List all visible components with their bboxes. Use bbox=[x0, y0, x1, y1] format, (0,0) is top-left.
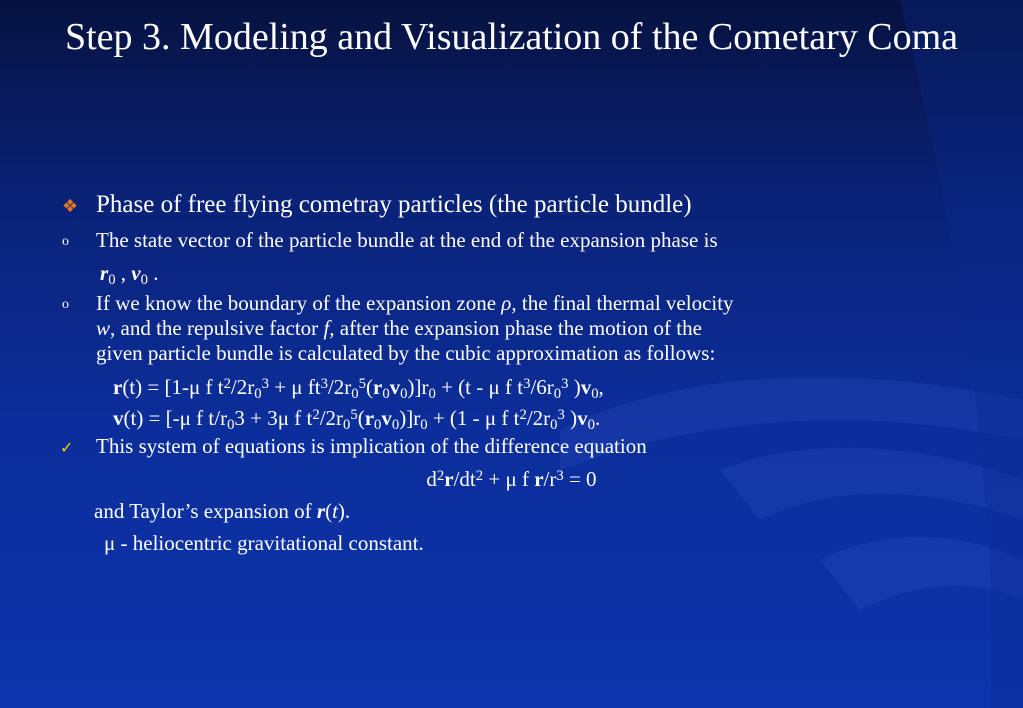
eq-part: )]r bbox=[407, 375, 429, 399]
subscript: 0 bbox=[420, 417, 428, 434]
eq-part: )]r bbox=[399, 406, 421, 430]
text: and Taylor’s expansion of bbox=[94, 499, 317, 523]
diamond-bullet-icon: ❖ bbox=[62, 196, 79, 216]
bold-v: v bbox=[577, 406, 588, 430]
superscript: 3 bbox=[561, 375, 569, 392]
eq-part: d bbox=[426, 467, 437, 491]
subscript: 0 bbox=[550, 417, 558, 434]
bold-r: r bbox=[372, 375, 383, 399]
symbol-f: f bbox=[323, 316, 330, 340]
symbol-r: r bbox=[100, 261, 109, 285]
eq-part: /2r bbox=[327, 375, 352, 399]
subscript: 0 bbox=[591, 386, 599, 403]
subscript: 0 bbox=[382, 386, 390, 403]
eq-part: /2r bbox=[526, 406, 551, 430]
subscript: 0 bbox=[343, 417, 351, 434]
symbol-v: v bbox=[131, 261, 141, 285]
subscript: 0 bbox=[108, 272, 116, 289]
period: . bbox=[147, 261, 159, 285]
bullet-state-vector: The state vector of the particle bundle at the end of the expansion phase is bbox=[96, 228, 718, 252]
eq-part: ) bbox=[564, 406, 578, 430]
separator: , bbox=[115, 261, 132, 285]
subscript: 0 bbox=[227, 417, 235, 434]
mu-definition: μ - heliocentric gravitational constant. bbox=[104, 531, 424, 555]
superscript: 3 bbox=[556, 467, 564, 484]
slide-title: Step 3. Modeling and Visualization of the Cometary Coma bbox=[64, 16, 959, 58]
eq-part: , bbox=[598, 375, 604, 399]
bold-v: v bbox=[389, 375, 401, 399]
checkmark-bullet-icon: ✓ bbox=[60, 440, 74, 457]
subscript: 0 bbox=[374, 417, 382, 434]
taylor-line bbox=[94, 499, 350, 524]
bold-v: v bbox=[381, 406, 392, 430]
eq-part: /dt bbox=[453, 467, 476, 491]
eq-part: (t) = [-μ f t/r bbox=[123, 406, 228, 430]
text: If we know the boundary of the expansion zone bbox=[96, 291, 502, 315]
superscript: 2 bbox=[475, 467, 484, 484]
subscript: 0 bbox=[254, 386, 262, 403]
eq-part: /2r bbox=[230, 375, 255, 399]
symbol-w: w bbox=[96, 316, 111, 340]
subscript: 0 bbox=[400, 386, 408, 403]
superscript: 3 bbox=[261, 375, 269, 392]
bold-r: r bbox=[534, 467, 544, 491]
equation-v bbox=[113, 406, 601, 434]
eq-part: /6r bbox=[530, 375, 554, 399]
symbol-r: r bbox=[316, 499, 326, 523]
bold-r: r bbox=[113, 375, 123, 399]
equation-r bbox=[113, 375, 604, 403]
superscript: 5 bbox=[358, 375, 366, 392]
subscript: 0 bbox=[553, 386, 562, 403]
bold-r: r bbox=[444, 467, 454, 491]
eq-part: ) bbox=[568, 375, 581, 399]
subscript: 0 bbox=[587, 417, 595, 434]
text: , the final thermal velocity bbox=[511, 291, 734, 315]
circle-bullet-icon: o bbox=[62, 297, 69, 312]
eq-part: + (t - μ f t bbox=[435, 375, 524, 399]
eq-part: (t) = [1-μ f t bbox=[122, 375, 224, 399]
eq-part: /2r bbox=[319, 406, 344, 430]
eq-part: + μ ft bbox=[268, 375, 321, 399]
superscript: 2 bbox=[312, 406, 320, 423]
bold-v: v bbox=[580, 375, 592, 399]
eq-part: . bbox=[594, 406, 601, 430]
superscript: 2 bbox=[519, 406, 527, 423]
text: , after the expansion phase the motion of the bbox=[329, 316, 702, 340]
superscript: 5 bbox=[350, 406, 358, 423]
bullet-boundary-line2 bbox=[96, 316, 702, 341]
bullet-phase: Phase of free flying cometray particles (the particle bundle) bbox=[96, 191, 692, 218]
text: , and the repulsive factor bbox=[110, 316, 324, 340]
superscript: 2 bbox=[223, 375, 231, 392]
bold-v: v bbox=[113, 406, 124, 430]
eq-part: = 0 bbox=[563, 467, 597, 491]
state-vector-symbols bbox=[100, 261, 159, 289]
subscript: 0 bbox=[391, 417, 400, 434]
superscript: 3 bbox=[557, 406, 565, 423]
bullet-implication: This system of equations is implication of the difference equation bbox=[96, 434, 647, 458]
eq-part: ( bbox=[365, 375, 373, 399]
superscript: 2 bbox=[436, 467, 445, 484]
bold-r: r bbox=[364, 406, 375, 430]
eq-part: /r bbox=[543, 467, 557, 491]
bullet-boundary-line3: given particle bundle is calculated by the cubic approximation as follows: bbox=[96, 341, 716, 365]
eq-part: ( bbox=[357, 406, 365, 430]
circle-bullet-icon: o bbox=[62, 234, 69, 249]
symbol-rho: ρ bbox=[501, 291, 512, 315]
eq-part: + (1 - μ f t bbox=[427, 406, 520, 430]
subscript: 0 bbox=[351, 386, 359, 403]
eq-part: 3 + 3μ f t bbox=[234, 406, 313, 430]
text: ( bbox=[325, 499, 333, 523]
text: ). bbox=[337, 499, 351, 523]
subscript: 0 bbox=[428, 386, 436, 403]
eq-part: + μ f bbox=[483, 467, 535, 491]
difference-equation bbox=[0, 467, 1023, 492]
superscript: 3 bbox=[320, 375, 328, 392]
superscript: 3 bbox=[523, 375, 531, 392]
subscript: 0 bbox=[140, 272, 148, 289]
symbol-t: t bbox=[332, 499, 338, 523]
bullet-boundary-line1 bbox=[96, 291, 734, 316]
